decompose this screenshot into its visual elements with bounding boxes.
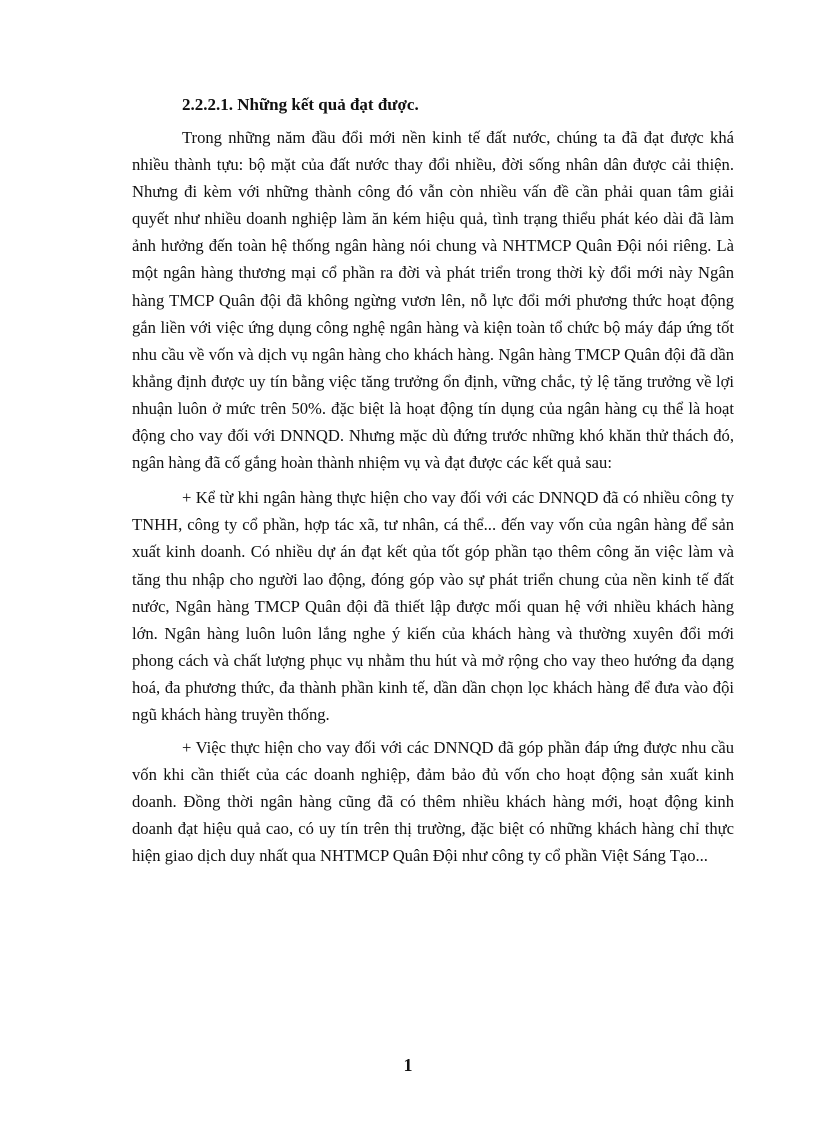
paragraph-intro: Trong những năm đầu đổi mới nền kinh tế đất nước, chúng ta đã đạt được khá nhiều thành tựu: bộ mặt của đất nước thay đổi nhiều, đời sống nhân dân được cải thiện. Nhưng đi kèm với những thành công đó vẫn còn nhiều vấn đề cần phải quan tâm giải quyết như nhiều doanh nghiệp làm ăn kém hiệu quả, tình trạng thiểu phát kéo dài đã làm ảnh hưởng đến toàn hệ thống ngân hàng nói chung và NHTMCP Quân Đội nói riêng. Là một ngân hàng thương mại cổ phần ra đời và phát triển trong thời kỳ đổi mới này Ngân hàng TMCP Quân đội đã không ngừng vươn lên, nỗ lực đổi mới phương thức hoạt động gắn liền với việc ứng dụng công nghệ ngân hàng và kiện toàn tổ chức bộ máy đáp ứng tốt nhu cầu về vốn và dịch vụ ngân hàng cho khách hàng. Ngân hàng TMCP Quân đội đã dần khẳng định được uy tín bằng việc tăng trưởng ổn định, vững chắc, tỷ lệ tăng trưởng về lợi nhuận luôn ở mức trên 50%. đặc biệt là hoạt động tín dụng của ngân hàng cụ thể là hoạt động cho vay đối với DNNQD. Nhưng mặc dù đứng trước những khó khăn thử thách đó, ngân hàng đã cố gắng hoàn thành nhiệm vụ và đạt được các kết quả sau: [132, 128, 734, 473]
page-content [132, 90, 734, 876]
page-number: 1 [403, 1055, 413, 1075]
section-heading: 2.2.2.1. Những kết quả đạt được. [182, 95, 419, 114]
paragraph-point-2: + Việc thực hiện cho vay đối với các DNNQD đã góp phần đáp ứng được nhu cầu vốn khi cần thiết của các doanh nghiệp, đảm bảo đủ vốn cho hoạt động sản xuất kinh doanh. Đồng thời ngân hàng cũng đã có thêm nhiều khách hàng mới, hoạt động kinh doanh đạt hiệu quả cao, có uy tín trên thị trường, đặc biệt có những khách hàng chỉ thực hiện giao dịch duy nhất qua NHTMCP Quân Đội như công ty cổ phần Việt Sáng Tạo... [132, 738, 734, 866]
paragraph-point-1: + Kể từ khi ngân hàng thực hiện cho vay đối với các DNNQD đã có nhiều công ty TNHH, công ty cổ phần, hợp tác xã, tư nhân, cá thể... đến vay vốn của ngân hàng để sản xuất kinh doanh. Có nhiều dự án đạt kết qủa tốt góp phần tạo thêm công ăn việc làm và tăng thu nhập cho người lao động, đóng góp vào sự phát triển chung của nền kinh tế đất nước, Ngân hàng TMCP Quân đội đã thiết lập được mối quan hệ với nhiều khách hàng lớn. Ngân hàng luôn luôn lắng nghe ý kiến của khách hàng và thường xuyên đổi mới phong cách và chất lượng phục vụ nhằm thu hút và mở rộng cho vay theo hướng đa dạng hoá, đa phương thức, đa thành phần kinh tế, dần dần chọn lọc khách hàng để đưa vào đội ngũ khách hàng truyền thống. [132, 488, 734, 724]
